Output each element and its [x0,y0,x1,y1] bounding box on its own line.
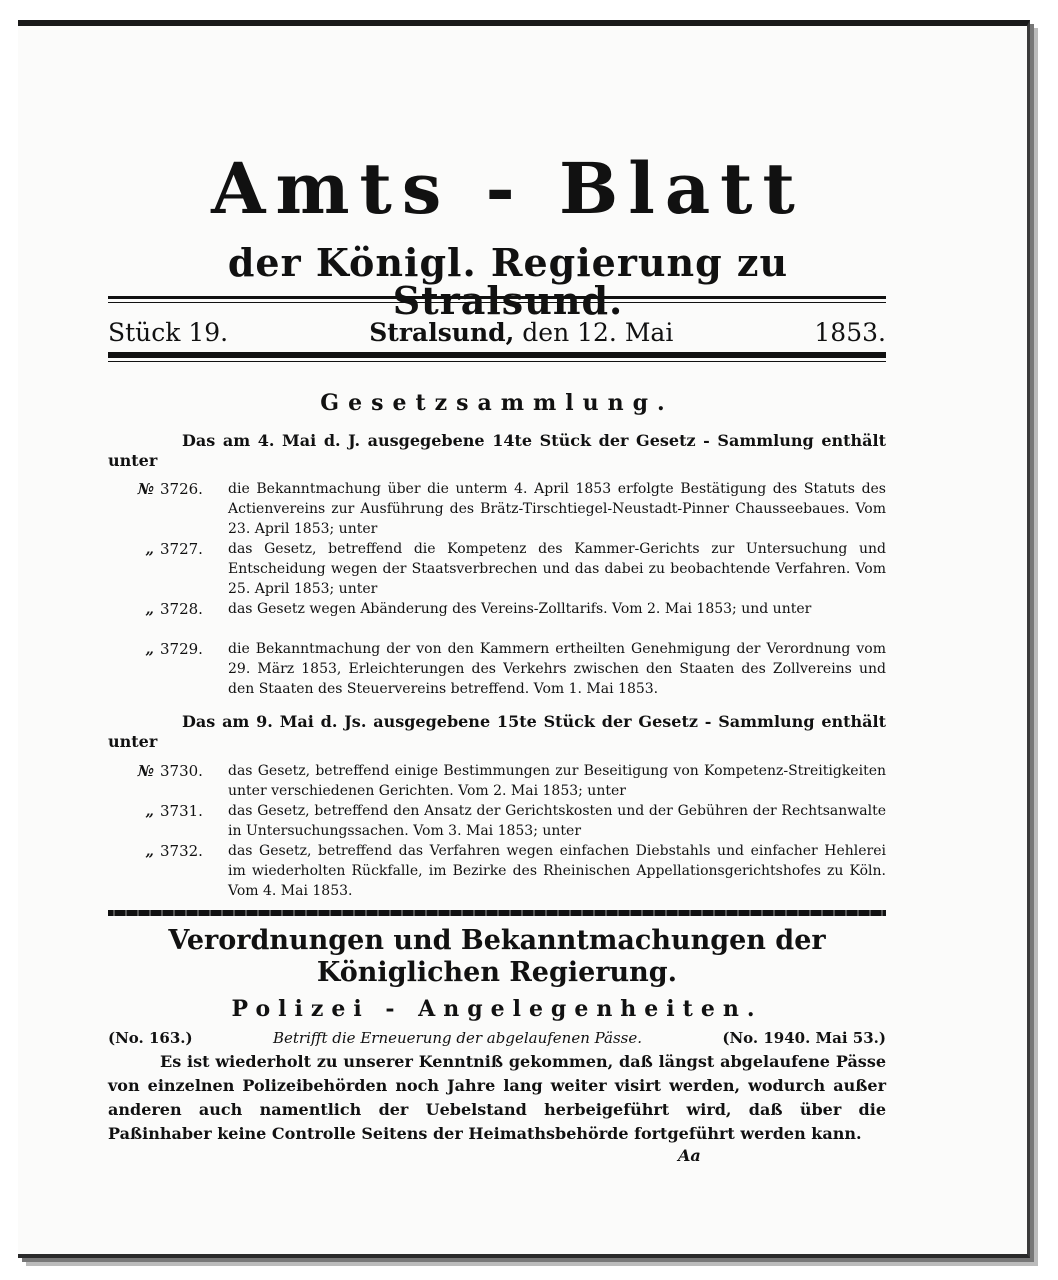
polizei-subheading: Polizei - Angelegenheiten. [231,996,763,1022]
masthead-subtitle: der Königl. Regierung zu Stralsund. [227,240,789,323]
law-entry: № 3726. die Bekanntmachung über die unterm 4. April 1853 erfolgte Bestätigung des Statuts des Actienvereins zur Ausführung des Brätz-Tirschtiegel-Neustadt-Pinner Chausseebaues. Vom 23. April 1853; unter [137,480,886,537]
page-content [108,26,908,1256]
notice-number: (No. 163.) [108,1029,193,1047]
issue-date: den 12. Mai [522,318,674,347]
catchword: Aa [678,1146,701,1165]
masthead-rule [108,296,886,303]
notice-file-reference: (No. 1940. Mai 53.) [722,1029,886,1047]
verordnungen-heading-line-2: Königlichen Regierung. [316,957,678,988]
law-entry: „ 3729. die Bekanntmachung der von den Kammern ertheilten Genehmigung der Verordnung vom 29. März 1853, Erleichterungen des Verkehrs zwischen den Staaten des Zollvereins und den Staaten des Steuervereins betreffend. Vom 1. Mai 1853. [145,640,886,697]
issue-number: Stück 19. [108,318,229,347]
gesetzsammlung-intro-1: Das am 4. Mai d. J. ausgegebene 14te Stück der Gesetz - Sammlung enthält unter [108,431,886,470]
issue-year: 1853. [814,318,886,347]
law-entry: „ 3732. das Gesetz, betreffend das Verfahren wegen einfachen Diebstahls und einfacher Hehlerei im wiederholten Rückfalle, im Bezirke des Rheinischen Appellationsgerichtshofes zu Köln. Vom 4. Mai 1853. [145,842,886,899]
section-divider [108,910,886,916]
notice-body: Es ist wiederholt zu unserer Kenntniß gekommen, daß längst abgelaufene Pässe von einzelnen Polizeibehörden noch Jahre lang weiter visirt werden, wodurch außer anderen auch namentlich der Uebelstand herbeigeführt wird, daß über die Paßinhaber keine Controlle Seitens der Heimathsbehörde fortgeführt werden kann. [108,1052,886,1143]
issue-rule [108,352,886,362]
issue-line [108,318,886,354]
issue-place: Stralsund, [369,318,515,347]
document-page [18,20,1030,1258]
notice-subject: Betrifft die Erneuerung der abgelaufenen Pässe. [272,1029,643,1047]
verordnungen-heading-line-1: Verordnungen und Bekanntmachungen der [168,925,826,956]
notice-reference-line [108,1028,886,1048]
law-entry: № 3730. das Gesetz, betreffend einige Bestimmungen zur Beseitigung von Kompetenz-Streitigkeiten unter verschiedenen Gerichten. Vom 2. Mai 1853; unter [137,762,886,799]
law-entry: „ 3728. das Gesetz wegen Abänderung des Vereins-Zolltarifs. Vom 2. Mai 1853; und unter [145,600,812,618]
gesetzsammlung-intro-2: Das am 9. Mai d. Js. ausgegebene 15te Stück der Gesetz - Sammlung enthält unter [108,712,886,751]
masthead-title: Amts - Blatt [211,147,805,230]
law-entry: „ 3727. das Gesetz, betreffend die Kompetenz des Kammer-Gerichts zur Untersuchung und Entscheidung wegen der Staatsverbrechen und das dabei zu beobachtende Verfahren. Vom 25. April 1853; unter [145,540,886,597]
law-entry: „ 3731. das Gesetz, betreffend den Ansatz der Gerichtskosten und der Gebühren der Rechtsanwalte in Untersuchungssachen. Vom 3. Mai 1853; unter [145,802,886,839]
section-heading-gesetzsammlung: Gesetzsammlung. [320,390,674,416]
